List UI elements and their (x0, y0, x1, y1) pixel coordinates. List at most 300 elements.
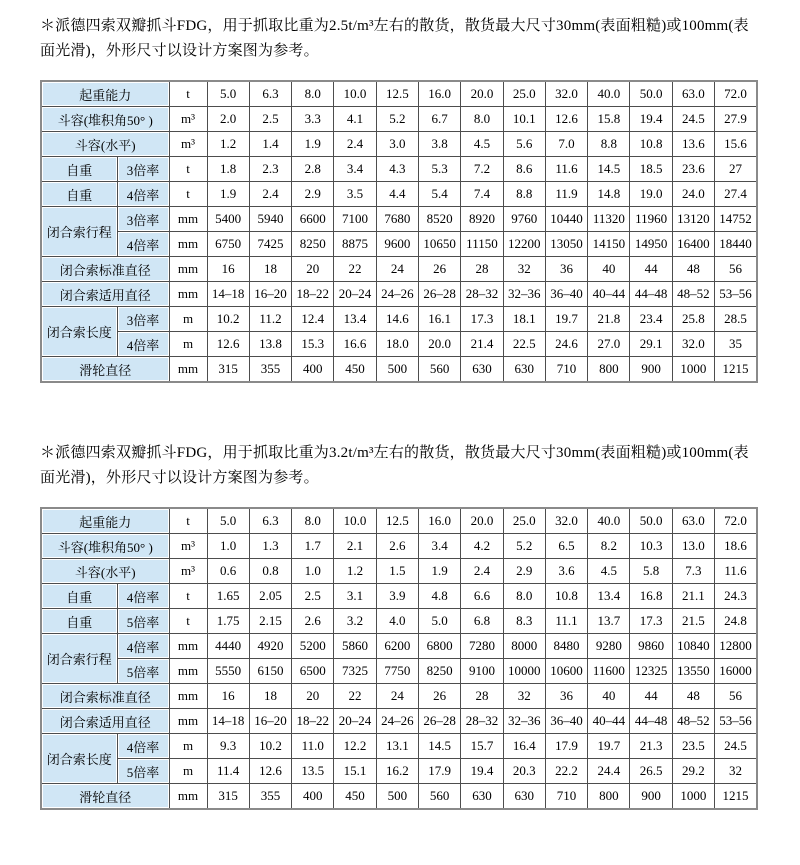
value-cell: 12.6 (249, 759, 291, 784)
value-cell: 900 (630, 357, 672, 383)
value-cell: 10650 (419, 232, 461, 257)
value-cell: 5.4 (419, 182, 461, 207)
row-sublabel: 5倍率 (117, 659, 169, 684)
note-paragraph-2: ＊派德四索双瓣抓斗FDG，用于抓取比重为3.2t/m³左右的散货，散货最大尺寸30mm(表面粗糙)或100mm(表面光滑)，外形尺寸以设计方案图为参考。 (40, 445, 749, 486)
value-cell: 2.4 (334, 132, 376, 157)
value-cell: 18.1 (503, 307, 545, 332)
value-cell: 11150 (461, 232, 503, 257)
value-cell: 560 (419, 784, 461, 810)
table-row (41, 709, 757, 734)
table-row (41, 232, 757, 257)
value-cell: 7.2 (461, 157, 503, 182)
value-cell: 20.0 (419, 332, 461, 357)
value-cell: 8000 (503, 634, 545, 659)
value-cell: 32–36 (503, 282, 545, 307)
table-row (41, 559, 757, 584)
value-cell: 24–26 (376, 709, 418, 734)
unit-cell: m (169, 759, 207, 784)
value-cell: 4.5 (588, 559, 630, 584)
value-cell: 630 (503, 784, 545, 810)
value-cell: 12.5 (376, 508, 418, 534)
table-row (41, 759, 757, 784)
value-cell: 25.8 (672, 307, 714, 332)
value-cell: 20–24 (334, 282, 376, 307)
value-cell: 355 (249, 357, 291, 383)
value-cell: 4.1 (334, 107, 376, 132)
value-cell: 72.0 (715, 81, 757, 107)
value-cell: 11600 (588, 659, 630, 684)
value-cell: 18440 (715, 232, 757, 257)
unit-cell: m (169, 332, 207, 357)
value-cell: 29.1 (630, 332, 672, 357)
unit-cell: mm (169, 709, 207, 734)
unit-cell: t (169, 81, 207, 107)
value-cell: 12.2 (334, 734, 376, 759)
value-cell: 24–26 (376, 282, 418, 307)
value-cell: 48 (672, 257, 714, 282)
value-cell: 710 (545, 784, 587, 810)
value-cell: 11.9 (545, 182, 587, 207)
value-cell: 20.0 (461, 508, 503, 534)
value-cell: 24 (376, 684, 418, 709)
value-cell: 6800 (419, 634, 461, 659)
value-cell: 21.8 (588, 307, 630, 332)
row-sublabel: 3倍率 (117, 307, 169, 332)
value-cell: 13.0 (672, 534, 714, 559)
value-cell: 24.0 (672, 182, 714, 207)
value-cell: 20 (292, 257, 334, 282)
row-label: 闭合索行程 (41, 207, 117, 257)
value-cell: 1.9 (292, 132, 334, 157)
value-cell: 11320 (588, 207, 630, 232)
value-cell: 32 (715, 759, 757, 784)
value-cell: 3.9 (376, 584, 418, 609)
table-row (41, 157, 757, 182)
unit-cell: t (169, 584, 207, 609)
value-cell: 2.5 (249, 107, 291, 132)
value-cell: 28–32 (461, 709, 503, 734)
value-cell: 6.7 (419, 107, 461, 132)
value-cell: 14150 (588, 232, 630, 257)
value-cell: 36–40 (545, 709, 587, 734)
value-cell: 1215 (715, 784, 757, 810)
value-cell: 4.5 (461, 132, 503, 157)
value-cell: 400 (292, 357, 334, 383)
value-cell: 16–20 (249, 709, 291, 734)
unit-cell: m (169, 307, 207, 332)
value-cell: 48 (672, 684, 714, 709)
value-cell: 3.3 (292, 107, 334, 132)
value-cell: 40.0 (588, 508, 630, 534)
row-label: 闭合索标准直径 (41, 684, 169, 709)
table-row (41, 107, 757, 132)
value-cell: 8.0 (292, 81, 334, 107)
value-cell: 4.8 (419, 584, 461, 609)
unit-cell: m³ (169, 559, 207, 584)
value-cell: 3.0 (376, 132, 418, 157)
value-cell: 24.8 (715, 609, 757, 634)
value-cell: 20 (292, 684, 334, 709)
value-cell: 13.1 (376, 734, 418, 759)
value-cell: 27.0 (588, 332, 630, 357)
value-cell: 1.7 (292, 534, 334, 559)
value-cell: 6.3 (249, 508, 291, 534)
value-cell: 15.6 (715, 132, 757, 157)
value-cell: 13.4 (334, 307, 376, 332)
row-label: 斗容(堆积角50° ) (41, 534, 169, 559)
table-row (41, 357, 757, 383)
value-cell: 23.6 (672, 157, 714, 182)
value-cell: 1.75 (207, 609, 249, 634)
value-cell: 40–44 (588, 282, 630, 307)
unit-cell: m (169, 734, 207, 759)
table-row (41, 534, 757, 559)
value-cell: 5940 (249, 207, 291, 232)
value-cell: 6200 (376, 634, 418, 659)
value-cell: 6500 (292, 659, 334, 684)
value-cell: 13120 (672, 207, 714, 232)
value-cell: 2.9 (292, 182, 334, 207)
value-cell: 28–32 (461, 282, 503, 307)
row-label: 斗容(堆积角50° ) (41, 107, 169, 132)
value-cell: 8875 (334, 232, 376, 257)
value-cell: 16.0 (419, 508, 461, 534)
value-cell: 18.6 (715, 534, 757, 559)
value-cell: 5.3 (419, 157, 461, 182)
value-cell: 9.3 (207, 734, 249, 759)
value-cell: 1.9 (419, 559, 461, 584)
value-cell: 14950 (630, 232, 672, 257)
value-cell: 21.1 (672, 584, 714, 609)
table-row (41, 307, 757, 332)
value-cell: 14–18 (207, 709, 249, 734)
unit-cell: mm (169, 684, 207, 709)
table-row (41, 784, 757, 810)
value-cell: 16.8 (630, 584, 672, 609)
value-cell: 355 (249, 784, 291, 810)
value-cell: 3.6 (545, 559, 587, 584)
value-cell: 24.3 (715, 584, 757, 609)
row-label: 闭合索行程 (41, 634, 117, 684)
value-cell: 18–22 (292, 282, 334, 307)
unit-cell: mm (169, 784, 207, 810)
value-cell: 24.5 (715, 734, 757, 759)
value-cell: 16–20 (249, 282, 291, 307)
value-cell: 7.3 (672, 559, 714, 584)
value-cell: 1.4 (249, 132, 291, 157)
value-cell: 15.1 (334, 759, 376, 784)
value-cell: 36–40 (545, 282, 587, 307)
value-cell: 19.7 (545, 307, 587, 332)
value-cell: 63.0 (672, 81, 714, 107)
row-label: 闭合索适用直径 (41, 282, 169, 307)
value-cell: 22 (334, 684, 376, 709)
value-cell: 10.1 (503, 107, 545, 132)
value-cell: 10440 (545, 207, 587, 232)
unit-cell: mm (169, 357, 207, 383)
value-cell: 44 (630, 257, 672, 282)
unit-cell: m³ (169, 132, 207, 157)
row-label: 斗容(水平) (41, 559, 169, 584)
value-cell: 1215 (715, 357, 757, 383)
value-cell: 23.5 (672, 734, 714, 759)
value-cell: 22.5 (503, 332, 545, 357)
value-cell: 0.6 (207, 559, 249, 584)
value-cell: 72.0 (715, 508, 757, 534)
unit-cell: t (169, 609, 207, 634)
value-cell: 56 (715, 684, 757, 709)
value-cell: 26–28 (419, 709, 461, 734)
value-cell: 17.9 (419, 759, 461, 784)
value-cell: 2.4 (249, 182, 291, 207)
value-cell: 3.4 (419, 534, 461, 559)
value-cell: 630 (503, 357, 545, 383)
value-cell: 8.8 (503, 182, 545, 207)
value-cell: 20.0 (461, 81, 503, 107)
row-sublabel: 4倍率 (117, 734, 169, 759)
value-cell: 32 (503, 684, 545, 709)
row-sublabel: 4倍率 (117, 232, 169, 257)
value-cell: 17.3 (630, 609, 672, 634)
value-cell: 7100 (334, 207, 376, 232)
value-cell: 50.0 (630, 508, 672, 534)
value-cell: 6.6 (461, 584, 503, 609)
value-cell: 44–48 (630, 282, 672, 307)
value-cell: 2.9 (503, 559, 545, 584)
value-cell: 16400 (672, 232, 714, 257)
value-cell: 11.0 (292, 734, 334, 759)
value-cell: 5.2 (376, 107, 418, 132)
value-cell: 26.5 (630, 759, 672, 784)
value-cell: 3.5 (334, 182, 376, 207)
value-cell: 19.4 (630, 107, 672, 132)
note-paragraph-1: ＊派德四索双瓣抓斗FDG，用于抓取比重为2.5t/m³左右的散货，散货最大尺寸30mm(表面粗糙)或100mm(表面光滑)，外形尺寸以设计方案图为参考。 (40, 18, 749, 59)
value-cell: 24.6 (545, 332, 587, 357)
row-label: 闭合索长度 (41, 734, 117, 784)
value-cell: 6.3 (249, 81, 291, 107)
value-cell: 10.2 (249, 734, 291, 759)
value-cell: 13550 (672, 659, 714, 684)
value-cell: 36 (545, 684, 587, 709)
value-cell: 44–48 (630, 709, 672, 734)
value-cell: 17.3 (461, 307, 503, 332)
value-cell: 26 (419, 257, 461, 282)
value-cell: 40 (588, 257, 630, 282)
value-cell: 8.3 (503, 609, 545, 634)
value-cell: 6.5 (545, 534, 587, 559)
value-cell: 8520 (419, 207, 461, 232)
row-label: 闭合索标准直径 (41, 257, 169, 282)
value-cell: 63.0 (672, 508, 714, 534)
value-cell: 10.0 (334, 508, 376, 534)
value-cell: 8920 (461, 207, 503, 232)
table-row (41, 584, 757, 609)
value-cell: 5.8 (630, 559, 672, 584)
table-row (41, 81, 757, 107)
value-cell: 450 (334, 357, 376, 383)
unit-cell: t (169, 157, 207, 182)
value-cell: 5.0 (207, 508, 249, 534)
value-cell: 11960 (630, 207, 672, 232)
value-cell: 48–52 (672, 282, 714, 307)
table-row (41, 257, 757, 282)
value-cell: 1.8 (207, 157, 249, 182)
table-row (41, 132, 757, 157)
value-cell: 18–22 (292, 709, 334, 734)
unit-cell: t (169, 182, 207, 207)
value-cell: 23.4 (630, 307, 672, 332)
value-cell: 40–44 (588, 709, 630, 734)
value-cell: 5400 (207, 207, 249, 232)
value-cell: 20.3 (503, 759, 545, 784)
value-cell: 13.4 (588, 584, 630, 609)
row-sublabel: 4倍率 (117, 584, 169, 609)
value-cell: 13050 (545, 232, 587, 257)
value-cell: 3.4 (334, 157, 376, 182)
value-cell: 53–56 (715, 709, 757, 734)
value-cell: 18.5 (630, 157, 672, 182)
value-cell: 8.8 (588, 132, 630, 157)
value-cell: 28 (461, 684, 503, 709)
value-cell: 315 (207, 784, 249, 810)
value-cell: 36 (545, 257, 587, 282)
value-cell: 7325 (334, 659, 376, 684)
value-cell: 13.8 (249, 332, 291, 357)
value-cell: 5.0 (207, 81, 249, 107)
unit-cell: t (169, 508, 207, 534)
value-cell: 44 (630, 684, 672, 709)
unit-cell: mm (169, 207, 207, 232)
value-cell: 7680 (376, 207, 418, 232)
value-cell: 4920 (249, 634, 291, 659)
row-sublabel: 3倍率 (117, 207, 169, 232)
value-cell: 9280 (588, 634, 630, 659)
value-cell: 16.0 (419, 81, 461, 107)
value-cell: 27 (715, 157, 757, 182)
value-cell: 5200 (292, 634, 334, 659)
value-cell: 11.4 (207, 759, 249, 784)
value-cell: 18 (249, 257, 291, 282)
value-cell: 900 (630, 784, 672, 810)
value-cell: 500 (376, 784, 418, 810)
value-cell: 12.6 (207, 332, 249, 357)
value-cell: 24.4 (588, 759, 630, 784)
value-cell: 21.5 (672, 609, 714, 634)
table-row (41, 634, 757, 659)
value-cell: 4.3 (376, 157, 418, 182)
value-cell: 8.2 (588, 534, 630, 559)
value-cell: 4440 (207, 634, 249, 659)
value-cell: 9760 (503, 207, 545, 232)
value-cell: 800 (588, 357, 630, 383)
table-row (41, 508, 757, 534)
value-cell: 15.7 (461, 734, 503, 759)
row-label: 闭合索适用直径 (41, 709, 169, 734)
value-cell: 14.8 (588, 182, 630, 207)
value-cell: 12800 (715, 634, 757, 659)
table-row (41, 182, 757, 207)
value-cell: 1.2 (334, 559, 376, 584)
row-sublabel: 5倍率 (117, 759, 169, 784)
table-row (41, 609, 757, 634)
fdg-2.5-spec-table (40, 80, 758, 383)
value-cell: 26 (419, 684, 461, 709)
value-cell: 7.4 (461, 182, 503, 207)
value-cell: 10.0 (334, 81, 376, 107)
value-cell: 8.0 (461, 107, 503, 132)
value-cell: 400 (292, 784, 334, 810)
value-cell: 12325 (630, 659, 672, 684)
row-sublabel: 4倍率 (117, 182, 169, 207)
row-label: 自重 (41, 157, 117, 182)
value-cell: 21.3 (630, 734, 672, 759)
value-cell: 4.4 (376, 182, 418, 207)
value-cell: 19.0 (630, 182, 672, 207)
value-cell: 14.5 (588, 157, 630, 182)
value-cell: 5.0 (419, 609, 461, 634)
table-row (41, 207, 757, 232)
value-cell: 26–28 (419, 282, 461, 307)
unit-cell: m³ (169, 107, 207, 132)
value-cell: 12.6 (545, 107, 587, 132)
value-cell: 1000 (672, 357, 714, 383)
value-cell: 14.6 (376, 307, 418, 332)
value-cell: 560 (419, 357, 461, 383)
value-cell: 8480 (545, 634, 587, 659)
value-cell: 8.6 (503, 157, 545, 182)
value-cell: 19.4 (461, 759, 503, 784)
unit-cell: mm (169, 232, 207, 257)
fdg-3.2-spec-table (40, 507, 758, 810)
value-cell: 10.8 (545, 584, 587, 609)
value-cell: 11.1 (545, 609, 587, 634)
value-cell: 28 (461, 257, 503, 282)
table-row (41, 282, 757, 307)
value-cell: 32.0 (672, 332, 714, 357)
value-cell: 40 (588, 684, 630, 709)
value-cell: 7425 (249, 232, 291, 257)
value-cell: 18 (249, 684, 291, 709)
value-cell: 2.05 (249, 584, 291, 609)
value-cell: 10.8 (630, 132, 672, 157)
value-cell: 25.0 (503, 508, 545, 534)
value-cell: 4.0 (376, 609, 418, 634)
value-cell: 1.5 (376, 559, 418, 584)
value-cell: 1.3 (249, 534, 291, 559)
value-cell: 5.2 (503, 534, 545, 559)
value-cell: 500 (376, 357, 418, 383)
row-label: 自重 (41, 182, 117, 207)
value-cell: 2.4 (461, 559, 503, 584)
value-cell: 1.9 (207, 182, 249, 207)
value-cell: 710 (545, 357, 587, 383)
value-cell: 7.0 (545, 132, 587, 157)
value-cell: 10.2 (207, 307, 249, 332)
value-cell: 8250 (292, 232, 334, 257)
value-cell: 32.0 (545, 81, 587, 107)
row-label: 滑轮直径 (41, 357, 169, 383)
table-row (41, 734, 757, 759)
value-cell: 12.4 (292, 307, 334, 332)
value-cell: 11.2 (249, 307, 291, 332)
value-cell: 32 (503, 257, 545, 282)
value-cell: 12.5 (376, 81, 418, 107)
value-cell: 40.0 (588, 81, 630, 107)
value-cell: 3.1 (334, 584, 376, 609)
value-cell: 11.6 (545, 157, 587, 182)
value-cell: 0.8 (249, 559, 291, 584)
value-cell: 12200 (503, 232, 545, 257)
